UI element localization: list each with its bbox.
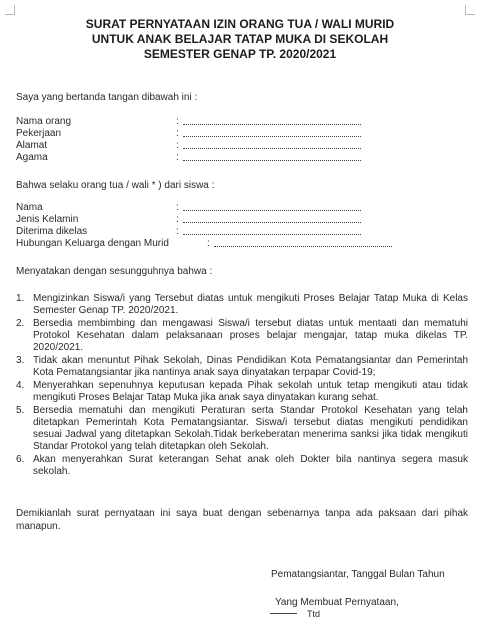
list-item-number: 4. <box>16 380 25 391</box>
field-colon: : <box>176 226 179 237</box>
field-label: Agama <box>16 152 48 163</box>
list-item-text: Tidak akan menuntut Pihak Sekolah, Dinas Pendidikan Kota Pematangsiantar dan Pemerintah Kota Pematangsiantar jika nantinya anak saya dinyatakan terpapar Covid-19; <box>33 355 468 378</box>
field-dotted-line <box>183 210 361 211</box>
statement-list <box>16 293 468 479</box>
field-colon: : <box>176 116 179 127</box>
field-dotted-line <box>183 124 361 125</box>
list-item-text: Bersedia mematuhi dan mengikuti Peraturan serta Standar Protokol Kesehatan yang telah ditetapkan Pemerintah Kota Pematangsiantar. Siswa/i tersebut diatas mengikuti pendidikan sesuai Jadwal yang ditetapkan Sekolah.Tidak berkeberatan menerima sanksi jika tidak mengikuti Standar Protokol yang telah ditetapkan oleh Sekolah. <box>33 405 468 452</box>
list-item-number: 2. <box>16 318 25 329</box>
list-item-text: Bersedia membimbing dan mengawasi Siswa/i tersebut diatas untuk mentaati dan mematuhi Protokol Kesehatan dalam pelaksanaan proses belajar mengajar, tatap muka dikelas TP. 2020/2021. <box>33 318 468 353</box>
field-label: Alamat <box>16 140 48 151</box>
field-parent-occupation <box>16 128 466 140</box>
statement-intro-text: Menyatakan dengan sesungguhnya bahwa : <box>16 266 213 277</box>
field-colon: : <box>207 238 210 249</box>
document-title <box>0 17 480 62</box>
list-item-text: Akan menyerahkan Surat keterangan Sehat anak oleh Dokter bila nantinya segera masuk sekolah. <box>33 454 468 477</box>
field-student-class <box>16 226 466 238</box>
field-colon: : <box>176 202 179 213</box>
crop-mark-top-right <box>465 5 475 15</box>
field-dotted-line <box>183 148 361 149</box>
field-label: Hubungan Keluarga dengan Murid <box>16 238 169 249</box>
signature-signer-label: Yang Membuat Pernyataan, <box>275 597 399 608</box>
field-student-gender <box>16 214 466 226</box>
intro-text: Saya yang bertanda tangan dibawah ini : <box>16 92 198 103</box>
field-label: Pekerjaan <box>16 128 62 139</box>
title-line-3: SEMESTER GENAP TP. 2020/2021 <box>143 47 337 61</box>
list-item <box>16 380 468 404</box>
field-label: Diterima dikelas <box>16 226 88 237</box>
student-intro-text: Bahwa selaku orang tua / wali * ) dari siswa : <box>16 180 215 191</box>
list-item <box>16 454 468 478</box>
closing-paragraph: Demikianlah surat pernyataan ini saya buat dengan sebenarnya tanpa ada paksaan dari pihak manapun. <box>16 508 468 532</box>
list-item-number: 3. <box>16 355 25 366</box>
field-student-name <box>16 202 466 214</box>
signature-place-date: Pematangsiantar, Tanggal Bulan Tahun <box>271 569 445 580</box>
list-item-text: Mengizinkan Siswa/i yang Tersebut diatas untuk mengikuti Proses Belajar Tatap Muka di Kelas Semester Genap TP. 2020/2021. <box>33 293 468 316</box>
list-item-number: 5. <box>16 405 25 416</box>
list-item <box>16 405 468 453</box>
signature-line <box>270 613 297 614</box>
list-item <box>16 293 468 317</box>
field-student-relationship <box>16 238 466 250</box>
field-parent-name <box>16 116 466 128</box>
field-parent-religion <box>16 152 466 164</box>
crop-mark-top-left <box>5 5 15 15</box>
field-dotted-line <box>214 246 392 247</box>
list-item <box>16 318 468 354</box>
list-item <box>16 355 468 379</box>
field-parent-address <box>16 140 466 152</box>
list-item-number: 6. <box>16 454 25 465</box>
field-dotted-line <box>183 234 361 235</box>
field-label: Jenis Kelamin <box>16 214 79 225</box>
field-colon: : <box>176 214 179 225</box>
signature-ttd: Ttd <box>307 609 321 619</box>
field-dotted-line <box>183 136 361 137</box>
list-item-text: Menyerahkan sepenuhnya keputusan kepada Pihak sekolah untuk tetap mengikuti atau tidak mengikuti Proses Belajar Tatap Muka jika anak saya dinyatakan kurang sehat. <box>33 380 468 403</box>
field-colon: : <box>176 152 179 163</box>
field-colon: : <box>176 128 179 139</box>
field-label: Nama orang <box>16 116 72 127</box>
field-colon: : <box>176 140 179 151</box>
field-label: Nama <box>16 202 43 213</box>
title-line-1: SURAT PERNYATAAN IZIN ORANG TUA / WALI MURID <box>85 17 395 31</box>
field-dotted-line <box>183 160 361 161</box>
list-item-number: 1. <box>16 293 25 304</box>
title-line-2: UNTUK ANAK BELAJAR TATAP MUKA DI SEKOLAH <box>91 32 389 46</box>
field-dotted-line <box>183 222 361 223</box>
